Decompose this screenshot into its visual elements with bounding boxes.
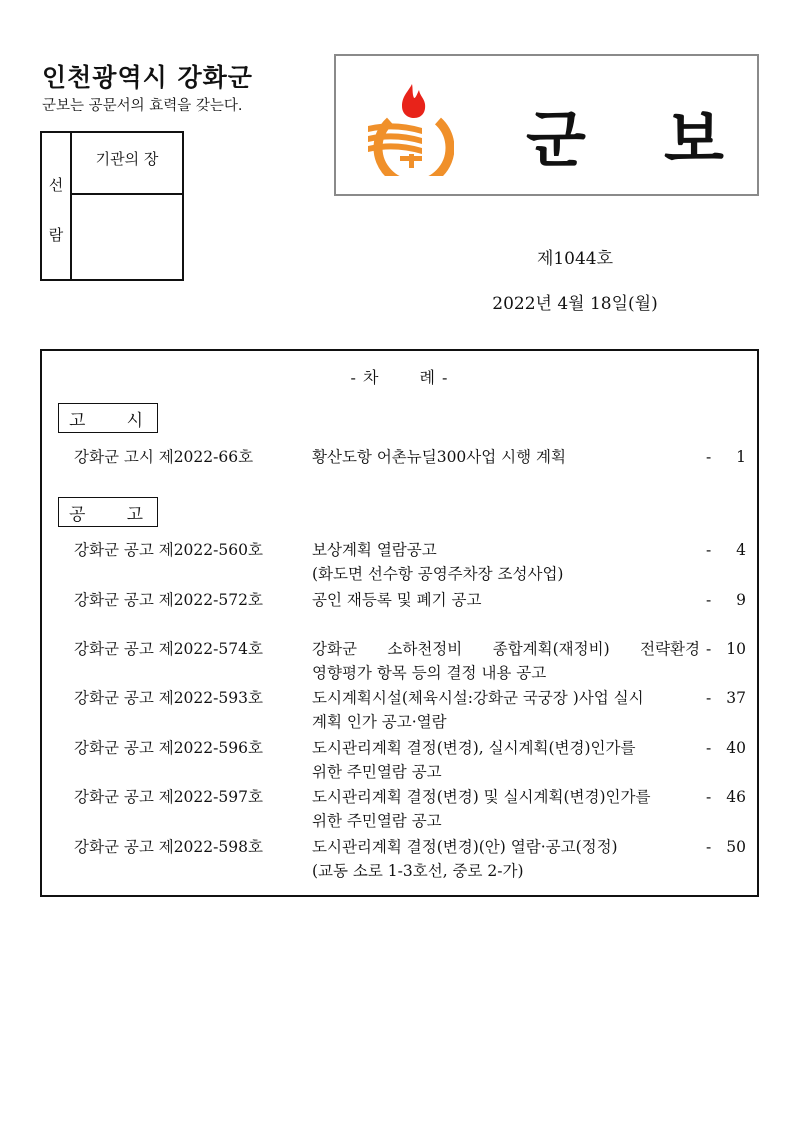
- section-label-announcement: 공 고: [58, 497, 158, 527]
- entry-dash: -: [706, 640, 712, 658]
- entry-title: 보상계획 열람공고 (화도면 선수항 공영주차장 조성사업): [312, 541, 564, 583]
- entry-page: 37: [726, 689, 746, 707]
- entry-title: 도시관리계획 결정(변경), 실시계획(변경)인가를 위한 주민열람 공고: [312, 739, 636, 781]
- table-of-contents: [40, 349, 759, 897]
- entry-ref: 강화군 공고 제2022-598호: [74, 838, 263, 856]
- masthead-title-char-1: 군: [526, 103, 586, 176]
- entry-ref: 강화군 공고 제2022-560호: [74, 541, 263, 559]
- entry-page: 46: [726, 788, 746, 806]
- review-side-label: [42, 133, 72, 279]
- masthead: [334, 54, 759, 196]
- entry-page: 50: [726, 838, 746, 856]
- entry-dash: -: [706, 591, 712, 609]
- review-column-header: 기관의 장: [72, 133, 182, 195]
- entry-dash: -: [706, 838, 712, 856]
- entry-title: 도시계획시설(체육시설:강화군 국궁장 )사업 실시 계획 인가 공고·열람: [312, 689, 644, 731]
- entry-page: 9: [736, 591, 746, 609]
- entry-dash: -: [706, 739, 712, 757]
- review-side-label-top: 선: [48, 175, 64, 194]
- entry-dash: -: [706, 788, 712, 806]
- entry-title: 강화군 소하천정비 종합계획(재정비) 전략환경 영향평가 항목 등의 결정 내용 공고: [312, 640, 700, 682]
- entry-page: 4: [736, 541, 746, 559]
- organization-title: 인천광역시 강화군: [42, 63, 253, 92]
- entry-page: 10: [726, 640, 746, 658]
- issue-number: 제1044호: [536, 249, 614, 269]
- entry-ref: 강화군 공고 제2022-574호: [74, 640, 263, 658]
- entry-title: 도시관리계획 결정(변경) 및 실시계획(변경)인가를 위한 주민열람 공고: [312, 788, 651, 830]
- entry-title: 공인 재등록 및 폐기 공고: [312, 591, 482, 609]
- entry-page: 40: [726, 739, 746, 757]
- entry-page: 1: [736, 448, 746, 466]
- entry-dash: -: [706, 448, 712, 466]
- legal-notice: 군보는 공문서의 효력을 갖는다.: [42, 98, 243, 114]
- gangwha-county-emblem-icon: [364, 76, 454, 176]
- review-signature-cell: [72, 195, 182, 279]
- entry-ref: 강화군 공고 제2022-596호: [74, 739, 263, 757]
- entry-title: 황산도항 어촌뉴딜300사업 시행 계획: [312, 448, 566, 466]
- review-stamp-box: [40, 131, 184, 281]
- entry-ref: 강화군 공고 제2022-572호: [74, 591, 263, 609]
- review-side-label-bottom: 람: [48, 225, 64, 244]
- entry-dash: -: [706, 541, 712, 559]
- issue-date: 2022년 4월 18일(월): [492, 294, 658, 314]
- toc-title: - 차 례 -: [350, 368, 449, 387]
- masthead-title-char-2: 보: [664, 103, 724, 176]
- entry-ref: 강화군 공고 제2022-593호: [74, 689, 263, 707]
- entry-title: 도시관리계획 결정(변경)(안) 열람·공고(정정) (교동 소로 1-3호선, 중로 2-가): [312, 838, 618, 880]
- section-label-notification: 고 시: [58, 403, 158, 433]
- entry-dash: -: [706, 689, 712, 707]
- entry-ref: 강화군 고시 제2022-66호: [74, 448, 254, 466]
- entry-ref: 강화군 공고 제2022-597호: [74, 788, 263, 806]
